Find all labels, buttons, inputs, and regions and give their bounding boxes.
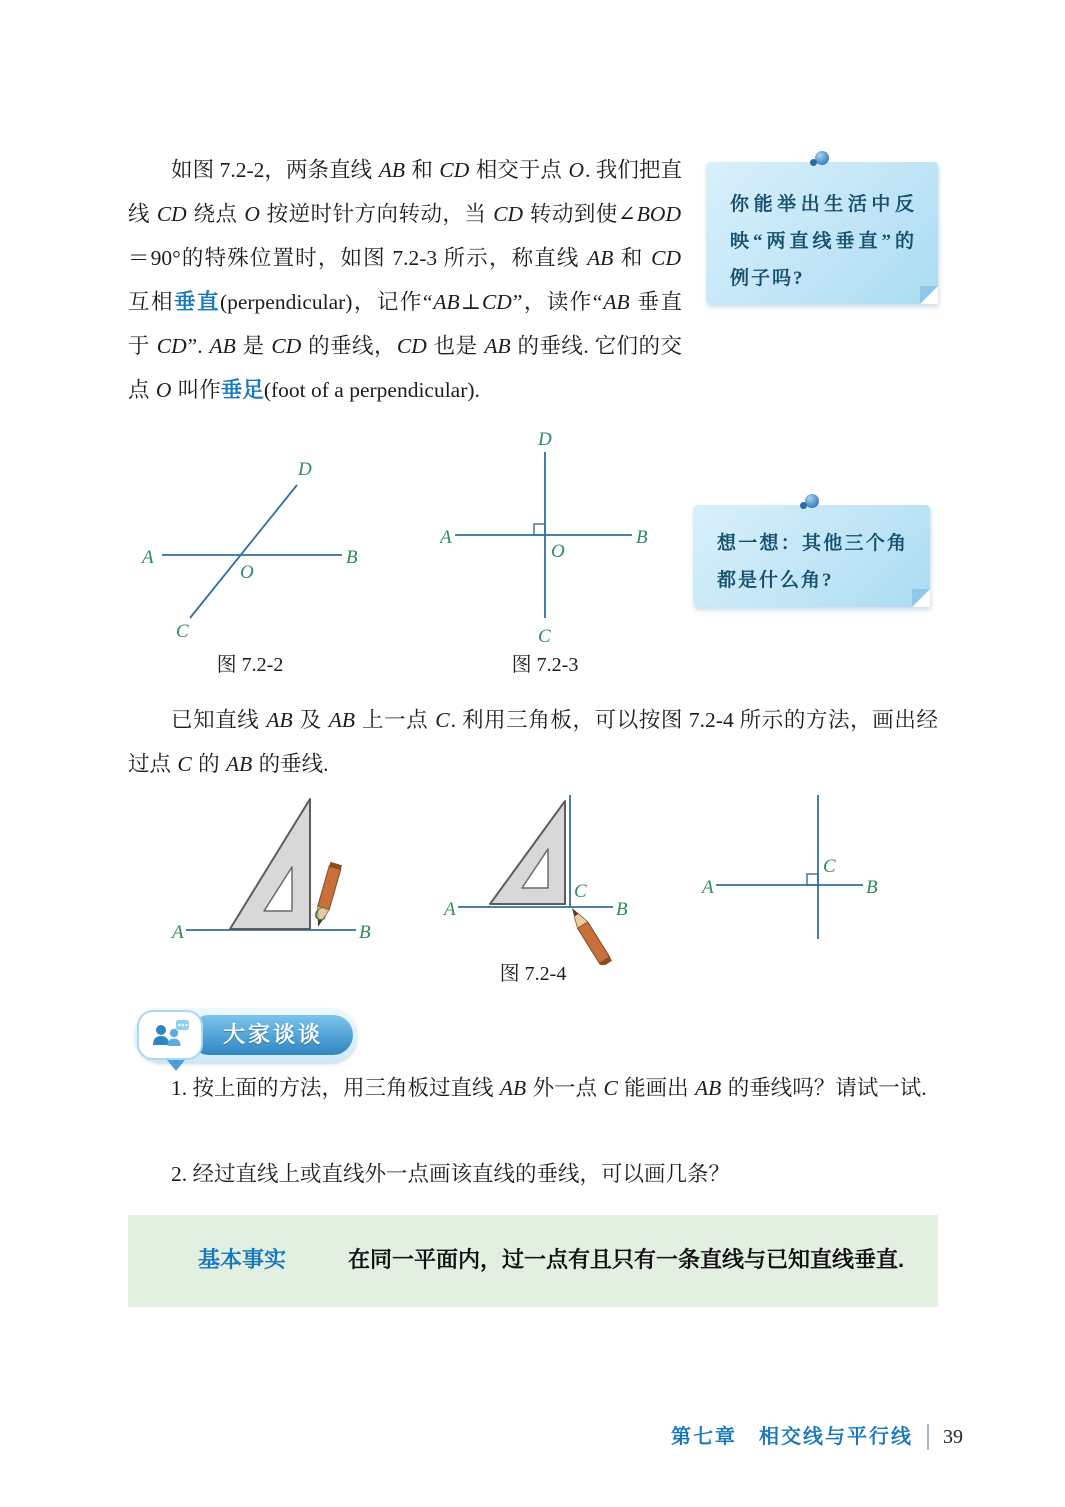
page-number: 39	[927, 1424, 963, 1450]
intro-paragraph: 如图 7.2-2，两条直线 AB 和 CD 相交于点 O. 我们把直线 CD 绕点 O 按逆时针方向转动，当 CD 转动到使∠BOD＝90°的特殊位置时，如图 7.2-3 所示，称直线 AB 和 CD 互相垂直(perpendicular)，记作“AB⊥CD”，读作“AB 垂直于 CD”. AB 是 CD 的垂线，CD 也是 AB 的垂线. 它们的交点 O 叫作垂足(foot of a perpendicular).	[128, 158, 682, 402]
discussion-item-2: 2. 经过直线上或直线外一点画该直线的垂线，可以画几条？	[171, 1162, 731, 1186]
figure-7-2-4-wrap	[128, 787, 938, 1002]
sticky-note-2	[693, 505, 930, 607]
sticky-note-1	[706, 162, 938, 304]
footer-chapter-title: 第七章 相交线与平行线	[671, 1426, 913, 1448]
figure-7-2-4	[128, 787, 938, 965]
sticky-note-text: 你能举出生活中反映“两直线垂直”的例子吗?	[730, 194, 916, 289]
figure-7-2-3	[440, 430, 650, 648]
pushpin-icon	[815, 151, 829, 165]
point-label-B: B	[616, 899, 628, 920]
sticky-note-text: 想一想：其他三个角都是什么角?	[717, 533, 908, 591]
pencil-icon	[567, 905, 612, 965]
point-label-C: C	[314, 904, 327, 925]
point-label-B: B	[866, 877, 878, 898]
subfigure-1	[170, 799, 371, 943]
point-label-B: B	[636, 527, 648, 548]
right-angle-mark	[807, 874, 818, 885]
point-label-B: B	[359, 922, 371, 943]
point-label-A: A	[440, 527, 452, 548]
right-angle-mark	[534, 524, 545, 535]
pushpin-icon	[805, 494, 819, 508]
point-label-O: O	[240, 562, 254, 583]
method-paragraph: 已知直线 AB 及 AB 上一点 C. 利用三角板，可以按图 7.2-4 所示的方法，画出经过点 C 的 AB 的垂线.	[128, 708, 938, 776]
point-label-A: A	[444, 899, 456, 920]
intro-section	[128, 148, 938, 412]
figure-caption: 图 7.2-4	[499, 963, 567, 985]
point-label-A: A	[702, 877, 714, 898]
discussion-item-1: 1. 按上面的方法，用三角板过直线 AB 外一点 C 能画出 AB 的垂线吗？请试一试.	[171, 1076, 927, 1100]
point-label-B: B	[346, 547, 358, 568]
basic-fact-box	[128, 1215, 938, 1307]
point-label-C: C	[823, 856, 836, 877]
point-label-C: C	[176, 621, 189, 642]
discussion-header	[135, 1008, 357, 1062]
line-CD	[190, 485, 297, 618]
figure-caption: 图 7.2-3	[511, 654, 579, 676]
point-label-A: A	[142, 547, 154, 568]
point-label-C: C	[574, 881, 587, 902]
page-footer	[0, 1420, 963, 1450]
figure-7-2-2	[140, 455, 360, 650]
basic-fact-label: 基本事实	[198, 1247, 287, 1272]
point-label-D: D	[538, 430, 552, 450]
point-label-O: O	[551, 541, 565, 562]
figure-caption: 图 7.2-2	[216, 654, 284, 676]
point-label-C: C	[538, 626, 551, 647]
figures-row	[0, 430, 1065, 685]
basic-fact-text: 在同一平面内，过一点有且只有一条直线与已知直线垂直.	[348, 1247, 905, 1272]
discussion-title: 大家谈谈	[189, 1015, 353, 1055]
subfigure-3	[700, 795, 878, 939]
point-label-A: A	[172, 922, 184, 943]
subfigure-2	[442, 795, 628, 965]
people-icon	[137, 1010, 203, 1060]
point-label-D: D	[298, 459, 312, 480]
